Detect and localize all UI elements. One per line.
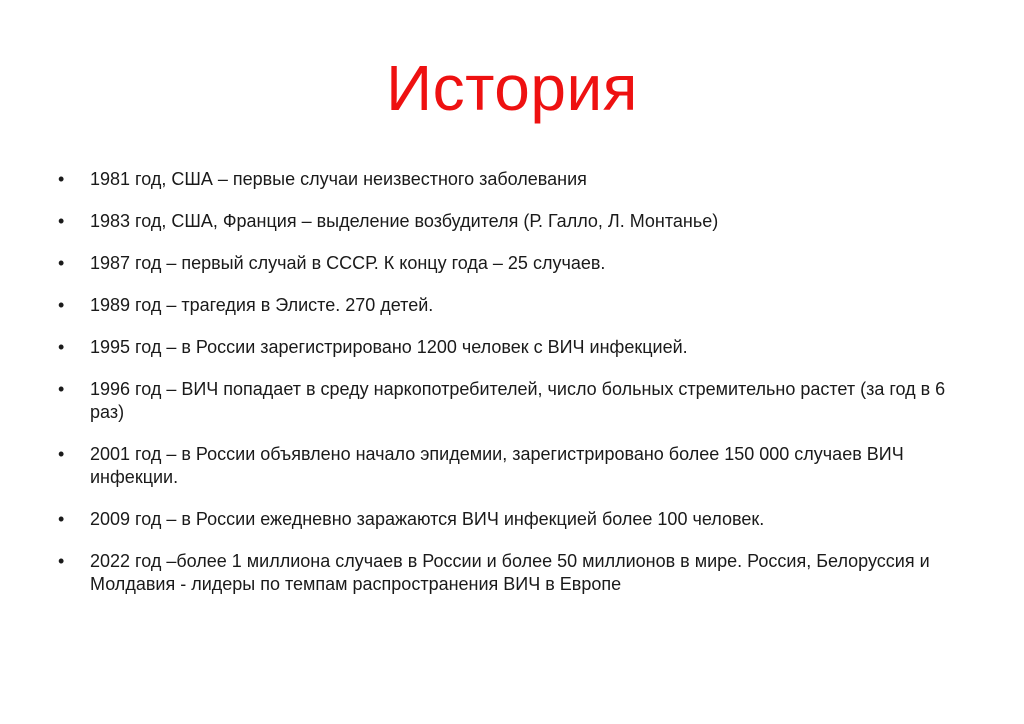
bullet-icon: • bbox=[58, 295, 65, 315]
list-item-text: 1995 год – в России зарегистрировано 1200 человек с ВИЧ инфекцией. bbox=[90, 337, 688, 357]
list-item bbox=[48, 252, 978, 275]
bullet-icon: • bbox=[58, 211, 65, 231]
bullet-icon: • bbox=[58, 509, 65, 529]
bullet-icon: • bbox=[58, 444, 65, 464]
list-item bbox=[48, 443, 978, 489]
bullet-icon: • bbox=[58, 551, 65, 571]
list-item bbox=[48, 550, 978, 596]
list-item-text: 1983 год, США, Франция – выделение возбудителя (Р. Галло, Л. Монтанье) bbox=[90, 211, 719, 231]
bullet-icon: • bbox=[58, 169, 65, 189]
list-item-text: 1981 год, США – первые случаи неизвестного заболевания bbox=[90, 169, 587, 189]
list-item bbox=[48, 294, 978, 317]
list-item-text: 1989 год – трагедия в Элисте. 270 детей. bbox=[90, 295, 434, 315]
history-list bbox=[48, 168, 978, 596]
list-item bbox=[48, 168, 978, 191]
list-item-text: 1987 год – первый случай в СССР. К концу года – 25 случаев. bbox=[90, 253, 606, 273]
bullet-icon: • bbox=[58, 253, 65, 273]
list-item-text: 2022 год –более 1 миллиона случаев в России и более 50 миллионов в мире. Россия, Белоруссия и Молдавия - лидеры по темпам распространения ВИЧ в Европе bbox=[90, 551, 930, 594]
bullet-icon: • bbox=[58, 379, 65, 399]
list-item-text: 2009 год – в России ежедневно заражаются ВИЧ инфекцией более 100 человек. bbox=[90, 509, 765, 529]
list-item-text: 2001 год – в России объявлено начало эпидемии, зарегистрировано более 150 000 случаев ВИЧ инфекции. bbox=[90, 444, 904, 487]
bullet-icon: • bbox=[58, 337, 65, 357]
list-item bbox=[48, 508, 978, 531]
list-item bbox=[48, 336, 978, 359]
list-item-text: 1996 год – ВИЧ попадает в среду наркопотребителей, число больных стремительно растет (за год в 6 раз) bbox=[90, 379, 946, 422]
list-item bbox=[48, 378, 978, 424]
slide-title: История bbox=[386, 52, 638, 124]
list-item bbox=[48, 210, 978, 233]
